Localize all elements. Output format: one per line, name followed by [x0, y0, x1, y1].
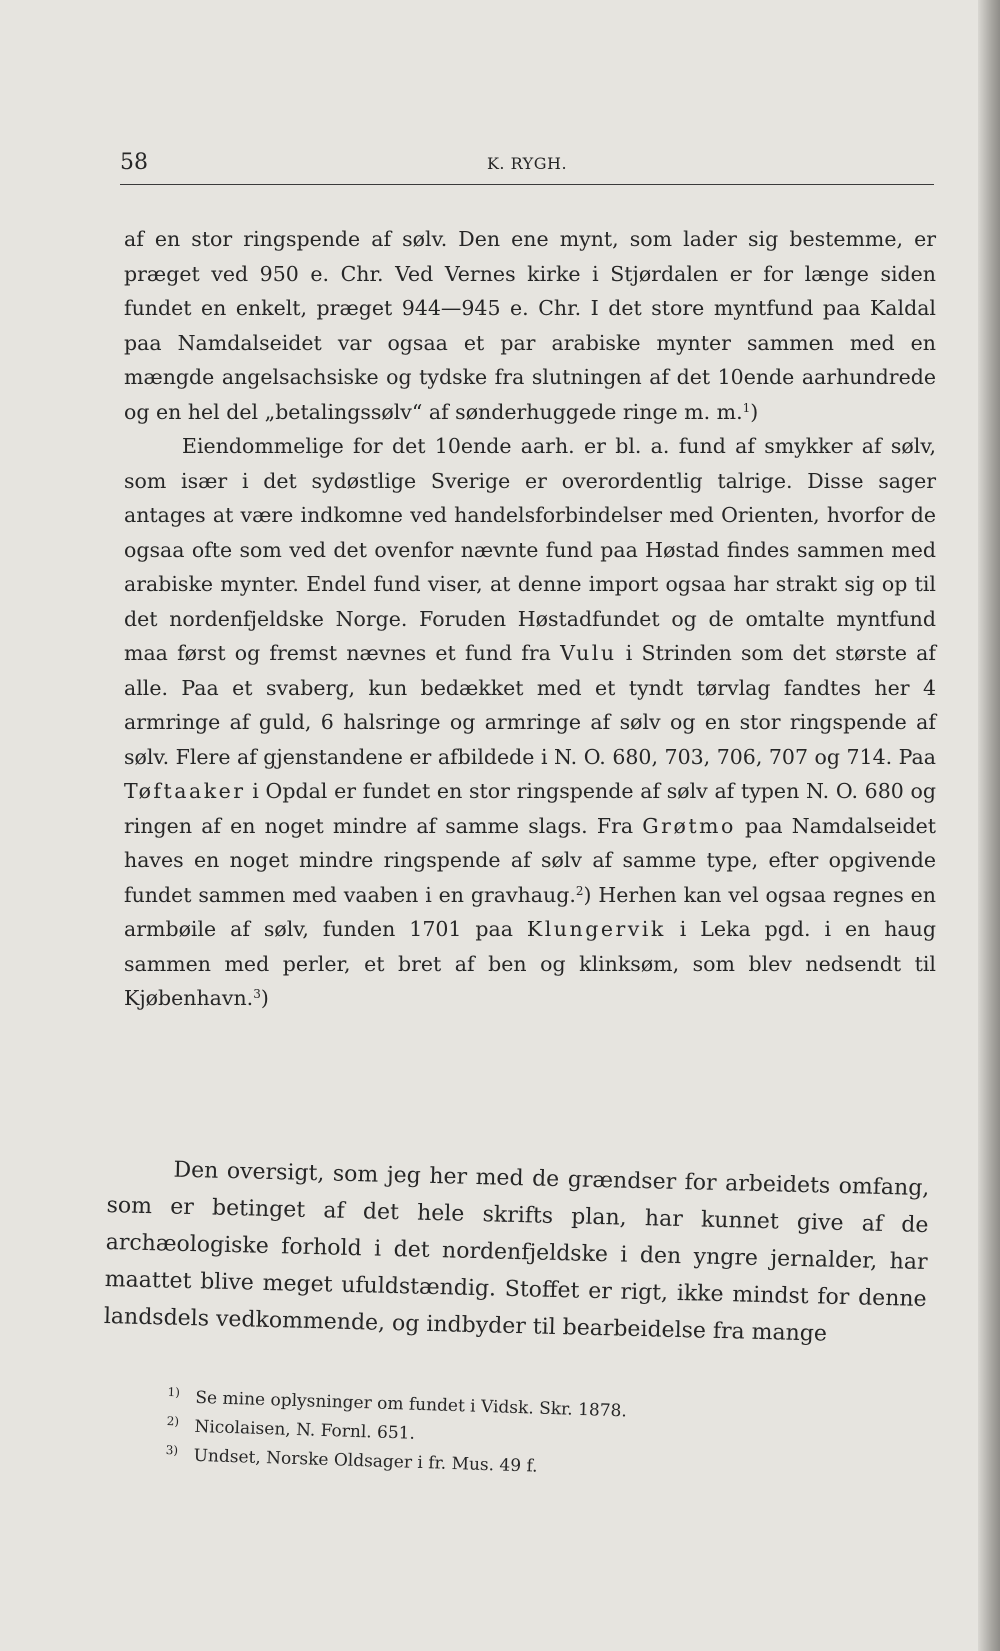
footnote-text: Nicolaisen, N. Fornl. 651.: [194, 1416, 416, 1444]
paragraph-2-part-a: Eiendommelige for det 10ende aarh. er bl. a. fund af smykker af sølv, som især i det sydøstlige Sverige er overordentlig talrige. Disse sager antages at være indkomne ved handelsforbindelser med Orienten, hvorfor de ogsaa ofte som ved det ovenfor nævnte fund paa Høstad findes sammen med arabiske mynter. Endel fund viser, at denne import ogsaa har strakt sig op til det nordenfjeldske Norge. Foruden Høstadfundet og de omtalte myntfund maa først og fremst nævnes et fund fra: [124, 434, 936, 665]
body-text: [124, 222, 936, 1016]
paragraph-2-part-b: i Strinden som det største af alle. Paa et svaberg, kun bedækket med et tyndt tørvlag fandtes her 4 armringe af guld, 6 halsringe og armringe af sølv og en stor ringspende af sølv. Flere af gjenstandene er afbildede i N. O. 680, 703, 706, 707 og 714. Paa: [124, 641, 936, 769]
footnote-ref-3: 3: [253, 987, 261, 1001]
footnote-ref-3-paren: ): [260, 986, 269, 1010]
footnote-ref-1-paren: ): [750, 399, 759, 424]
footnote-ref-2: 2: [575, 883, 584, 898]
footnotes: [165, 1380, 767, 1486]
place-name-toftaaker: Tøftaaker: [124, 779, 246, 803]
footnote-mark: 1): [167, 1384, 181, 1400]
place-name-klungervik: Klungervik: [526, 917, 666, 941]
header-rule: [120, 184, 934, 185]
paragraph-2-part-d: paa Namdalseidet haves en noget mindre ringspende af sølv af samme type, efter opgivende fundet sammen med vaaben i en gravhaug.: [124, 813, 936, 907]
closing-text: Den oversigt, som jeg her med de grændser for arbeidets omfang, som er betinget af det hele skrifts plan, har kunnet give af de archæologiske forhold i det nordenfjeldske i den yngre jernalder, har maattet blive meget ufuldstændig. Stoffet er rigt, ikke mindst for denne landsdels vedkommende, og indbyder til bearbeidelse fra mange: [103, 1157, 930, 1347]
place-name-vulu: Vulu: [560, 641, 617, 665]
footnote-text: Se mine oplysninger om fundet i Vidsk. Skr. 1878.: [195, 1387, 628, 1422]
closing-paragraph: [103, 1150, 929, 1355]
running-head: K. RYGH.: [486, 154, 568, 173]
page-number: 58: [120, 150, 148, 175]
footnote-mark: 3): [165, 1442, 179, 1458]
place-name-grotmo: Grøtmo: [642, 813, 736, 838]
footnote-text: Undset, Norske Oldsager i fr. Mus. 49 f.: [193, 1445, 538, 1477]
paragraph-1-text: af en stor ringspende af sølv. Den ene mynt, som lader sig bestemme, er præget ved 950 e. Chr. Ved Vernes kirke i Stjørdalen er for længe siden fundet en enkelt, præget 944—945 e. Chr. I det store myntfund paa Kaldal paa Namdalseidet var ogsaa et par arabiske mynter sammen med en mængde angelsachsiske og tydske fra slutningen af det 10ende aarhundrede og en hel del „betalingssølv“ af sønderhuggede ringe m. m.: [124, 227, 936, 424]
paragraph-1: [124, 222, 936, 429]
paragraph-2-part-e: ) Herhen kan vel ogsaa regnes en armbøile af sølv, funden 1701 paa: [124, 882, 936, 941]
paragraph-2-part-c: i Opdal er fundet en stor ringspende af sølv af typen N. O. 680 og ringen af en noget mindre af samme slags. Fra: [124, 779, 936, 838]
page-header: [120, 150, 934, 186]
footnote-mark: 2): [166, 1413, 180, 1429]
paragraph-2-part-f: i Leka pgd. i en haug sammen med perler, et bret af ben og klinksøm, som blev nedsendt til Kjøbenhavn.: [124, 917, 936, 1010]
page-edge-shadow: [978, 0, 1000, 1651]
paragraph-2: [124, 429, 936, 1016]
footnote-ref-1: 1: [742, 400, 751, 415]
